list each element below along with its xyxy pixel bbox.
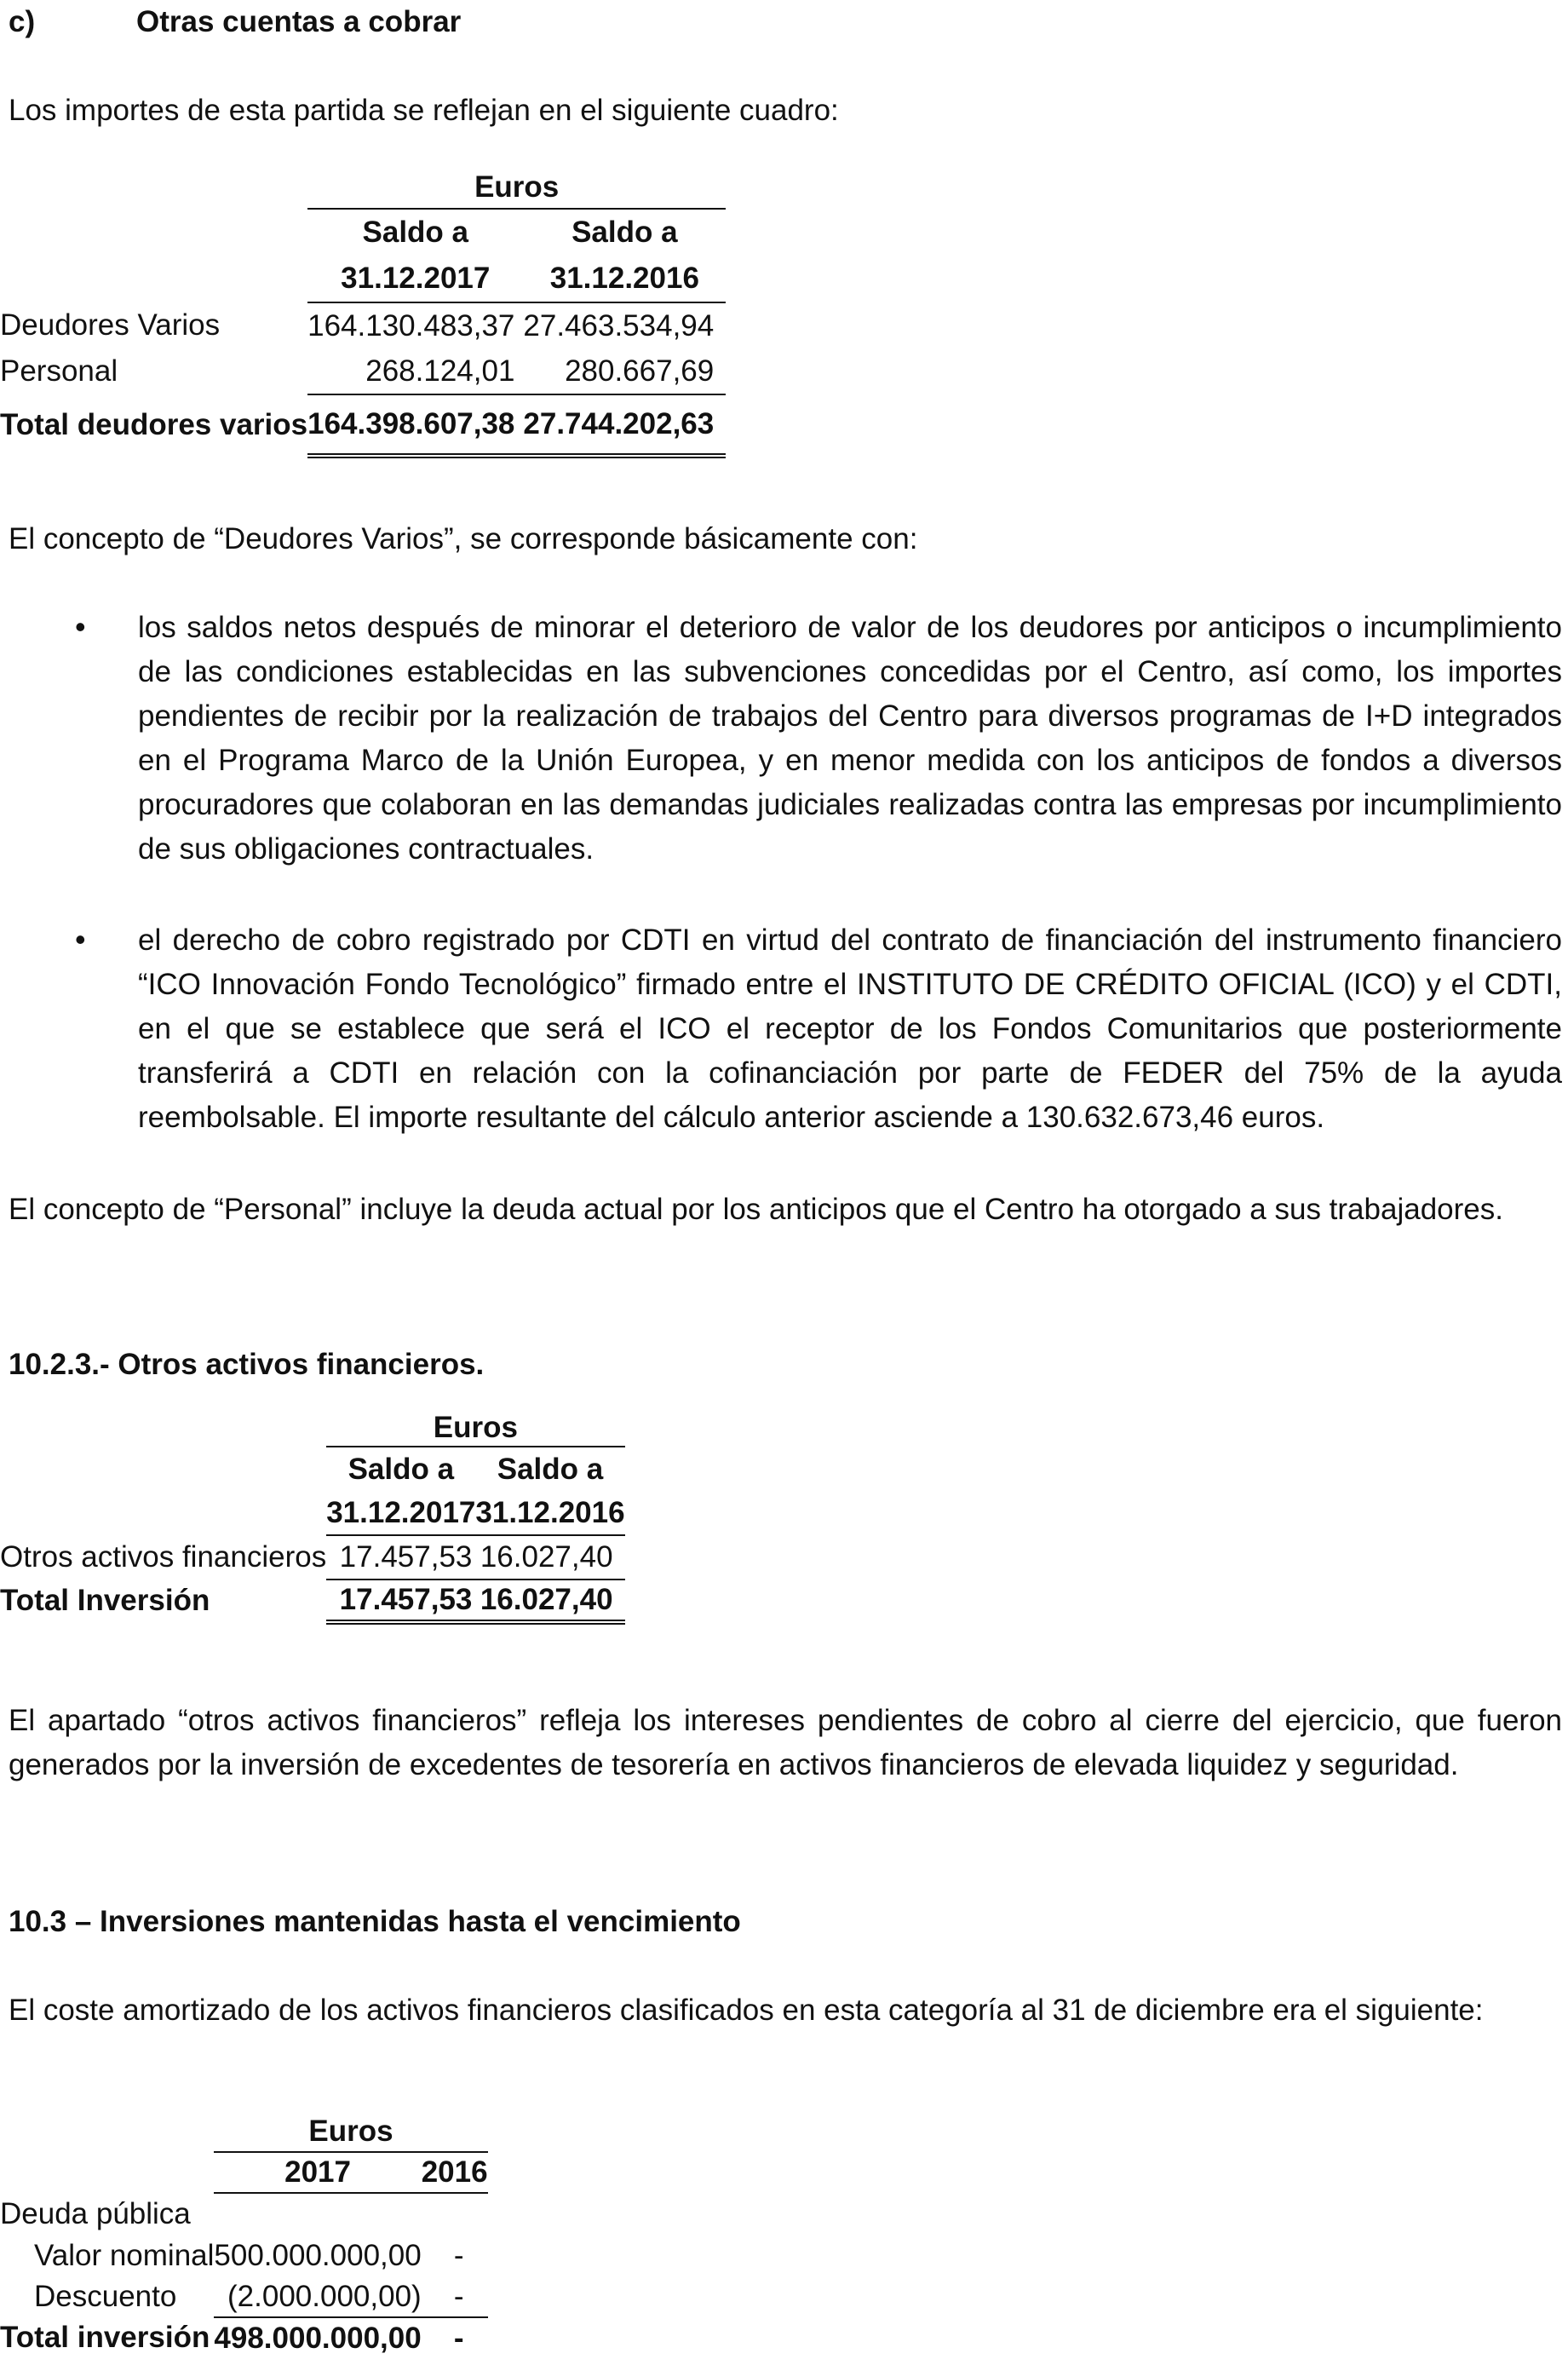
row-value-2017: 17.457,53 xyxy=(326,1535,475,1580)
col-2017: 2017 xyxy=(214,2152,421,2193)
table-row xyxy=(0,2276,488,2317)
col-2017-line2: 31.12.2017 xyxy=(307,255,523,302)
group-label: Deuda pública xyxy=(0,2197,191,2230)
row-value-2016: 280.667,69 xyxy=(523,348,726,394)
intro-paragraph: Los importes de esta partida se reflejan en el siguiente cuadro: xyxy=(9,94,839,127)
row-value-2017: 268.124,01 xyxy=(307,348,523,394)
col-2017-line2: 31.12.2017 xyxy=(326,1491,475,1535)
row-label: Otros activos financieros xyxy=(0,1540,327,1574)
row-label: Descuento xyxy=(34,2280,177,2313)
bullet-text-2: el derecho de cobro registrado por CDTI en virtud del contrato de financiación del instrumento financiero “ICO Innovación Fondo Tecnológico” firmado entre el INSTITUTO DE CRÉDITO OFICIAL (ICO) y el CDTI, en el que se establece que será el ICO el receptor de los Fondos Comunitarios que posteriormente transferirá a CDTI en relación con la cofinanciación por parte de FEDER del 75% de la ayuda reembolsable. El importe resultante del cálculo anterior asciende a 130.632.673,46 euros. xyxy=(138,924,1562,1134)
row-label: Deudores Varios xyxy=(0,308,221,342)
col-2016: 2016 xyxy=(422,2152,488,2193)
row-value-2016: 27.463.534,94 xyxy=(523,308,715,342)
col-2016-line1: Saldo a xyxy=(571,215,678,249)
col-2016-line1: Saldo a xyxy=(497,1452,604,1486)
currency-header: Euros xyxy=(326,1409,624,1447)
total-value-2016: 16.027,40 xyxy=(475,1580,624,1622)
bullet-text-1: los saldos netos después de minorar el deterioro de valor de los deudores por anticipos o incumplimiento de las condiciones establecidas en las subvenciones concedidas por el Centro, así como, los importes pendientes de recibir por la realización de trabajos del Centro para diversos programas de I+D integrados en el Programa Marco de la Unión Europea, y en menor medida con los anticipos de fondos a diversos procuradores que colaboran en las demandas judiciales realizadas contra las empresas por incumplimiento de sus obligaciones contractuales. xyxy=(138,611,1562,866)
section-letter: c) xyxy=(9,5,36,38)
total-value-2016: - xyxy=(453,2321,464,2355)
total-value-2016: 27.744.202,63 xyxy=(523,394,726,456)
row-value-2016: 16.027,40 xyxy=(475,1535,624,1580)
total-value-2017: 498.000.000,00 xyxy=(214,2321,422,2355)
section-title: 10.2.3.- Otros activos financieros. xyxy=(9,1348,485,1381)
row-value-2016: - xyxy=(422,2276,488,2317)
total-label: Total deudores varios xyxy=(0,408,308,441)
table-row xyxy=(0,2236,488,2276)
row-value-2017: 164.130.483,37 xyxy=(307,308,515,342)
section-title: 10.3 – Inversiones mantenidas hasta el vencimiento xyxy=(9,1905,741,1938)
table-row xyxy=(0,1535,625,1580)
table-row xyxy=(0,302,726,348)
deudores-intro: El concepto de “Deudores Varios”, se corresponde básicamente con: xyxy=(9,522,918,555)
total-value-2017: 17.457,53 xyxy=(326,1580,475,1622)
col-2017-line1: Saldo a xyxy=(347,1452,455,1486)
total-row xyxy=(0,394,726,456)
personal-paragraph: El concepto de “Personal” incluye la deuda actual por los anticipos que el Centro ha otorgado a sus trabajadores. xyxy=(9,1193,1503,1226)
row-label: Valor nominal xyxy=(34,2239,215,2272)
financial-assets-paragraph: El apartado “otros activos financieros” refleja los intereses pendientes de cobro al cierre del ejercicio, que fueron generados por la inversión de excedentes de tesorería en activos financieros de elevada liquidez y seguridad. xyxy=(9,1704,1562,1781)
investments-table xyxy=(0,2111,488,2358)
receivables-table xyxy=(0,166,726,458)
total-row xyxy=(0,1580,625,1622)
total-row xyxy=(0,2317,488,2358)
total-label: Total inversión xyxy=(0,2321,210,2354)
currency-header: Euros xyxy=(307,166,726,209)
total-value-2017: 164.398.607,38 xyxy=(307,394,523,456)
row-value-2016: - xyxy=(453,2239,464,2272)
section-title: Otras cuentas a cobrar xyxy=(136,5,462,38)
row-value-2017: 500.000.000,00 xyxy=(214,2239,422,2272)
bullet-icon: • xyxy=(75,609,86,644)
col-2016-line2: 31.12.2016 xyxy=(523,255,726,302)
total-label: Total Inversión xyxy=(0,1584,210,1617)
bullet-icon: • xyxy=(75,922,86,957)
table-row xyxy=(0,348,726,394)
col-2016-line2: 31.12.2016 xyxy=(475,1491,624,1535)
table-row xyxy=(0,2193,488,2236)
currency-header: Euros xyxy=(214,2111,487,2152)
row-value-2017: (2.000.000,00) xyxy=(214,2276,421,2317)
financial-assets-table xyxy=(0,1409,625,1625)
investments-paragraph: El coste amortizado de los activos financieros clasificados en esta categoría al 31 de diciembre era el siguiente: xyxy=(9,1994,1484,2027)
col-2017-line1: Saldo a xyxy=(362,215,468,249)
row-label: Personal xyxy=(0,354,118,388)
